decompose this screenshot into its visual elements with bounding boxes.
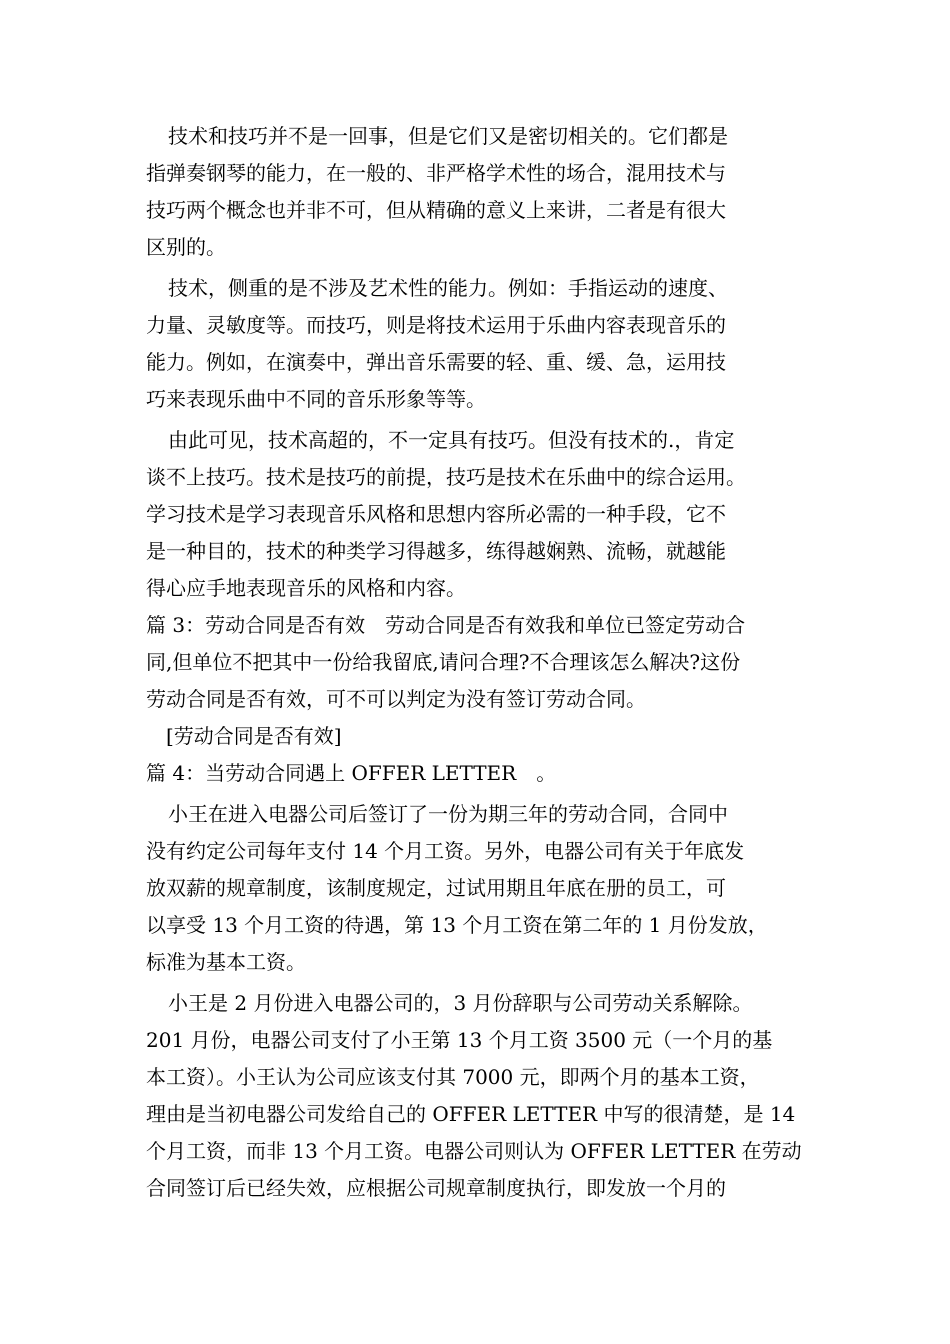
text-line: 劳动合同是否有效，可不可以判定为没有签订劳动合同。 (146, 687, 646, 711)
text-line: 技术和技巧并不是一回事，但是它们又是密切相关的。它们都是 (168, 124, 728, 148)
text-line: 个月工资，而非 13 个月工资。电器公司则认为 OFFER LETTER 在劳动 (146, 1139, 802, 1163)
document-body (146, 118, 806, 1207)
paragraph-technique-vs-skill (146, 118, 806, 266)
text-line: 放双薪的规章制度，该制度规定，过试用期且年底在册的员工，可 (146, 876, 726, 900)
bracket-title: [劳动合同是否有效] (166, 724, 342, 748)
text-line: 以享受 13 个月工资的待遇，第 13 个月工资在第二年的 1 月份发放， (146, 913, 768, 937)
text-line: 谈不上技巧。技术是技巧的前提，技巧是技术在乐曲中的综合运用。 (146, 465, 746, 489)
text-line: 得心应手地表现音乐的风格和内容。 (146, 576, 466, 600)
text-line: 同,但单位不把其中一份给我留底,请问合理?不合理该怎么解决?这份 (146, 650, 741, 674)
text-line: 区别的。 (146, 235, 226, 259)
text-line: 小王是 2 月份进入电器公司的，3 月份辞职与公司劳动关系解除。 (168, 991, 753, 1015)
text-line: 合同签订后已经失效，应根据公司规章制度执行，即发放一个月的 (146, 1176, 726, 1200)
paragraph-xiaowang-dispute (146, 985, 806, 1207)
paragraph-conclusion (146, 422, 806, 607)
text-line: 力量、灵敏度等。而技巧，则是将技术运用于乐曲内容表现音乐的 (146, 313, 726, 337)
text-line: 技巧两个概念也并非不可，但从精确的意义上来讲，二者是有很大 (146, 198, 726, 222)
text-line: 小王在进入电器公司后签订了一份为期三年的劳动合同，合同中 (168, 802, 728, 826)
text-line: 是一种目的，技术的种类学习得越多，练得越娴熟、流畅，就越能 (146, 539, 726, 563)
section-heading-line: 篇 3：劳动合同是否有效 劳动合同是否有效我和单位已签定劳动合 (146, 613, 746, 637)
text-line: 理由是当初电器公司发给自己的 OFFER LETTER 中写的很清楚，是 14 (146, 1102, 796, 1126)
text-line: 本工资）。小王认为公司应该支付其 7000 元，即两个月的基本工资， (146, 1065, 760, 1089)
text-line: 指弹奏钢琴的能力，在一般的、非严格学术性的场合，混用技术与 (146, 161, 726, 185)
text-line: 能力。例如，在演奏中，弹出音乐需要的轻、重、缓、急，运用技 (146, 350, 726, 374)
text-line: 技术，侧重的是不涉及艺术性的能力。例如：手指运动的速度、 (168, 276, 728, 300)
section-heading: 篇 4：当劳动合同遇上 OFFER LETTER 。 (146, 761, 557, 785)
text-line: 巧来表现乐曲中不同的音乐形象等等。 (146, 387, 486, 411)
text-line: 标准为基本工资。 (146, 950, 306, 974)
text-line: 由此可见，技术高超的，不一定具有技巧。但没有技术的.，肯定 (168, 428, 735, 452)
text-line: 没有约定公司每年支付 14 个月工资。另外，电器公司有关于年底发 (146, 839, 745, 863)
paragraph-technique-definition (146, 270, 806, 418)
paragraph-section-3 (146, 607, 806, 718)
text-line: 学习技术是学习表现音乐风格和思想内容所必需的一种手段，它不 (146, 502, 726, 526)
text-line: 201 月份，电器公司支付了小王第 13 个月工资 3500 元（一个月的基 (146, 1028, 773, 1052)
paragraph-xiaowang-contract (146, 796, 806, 981)
